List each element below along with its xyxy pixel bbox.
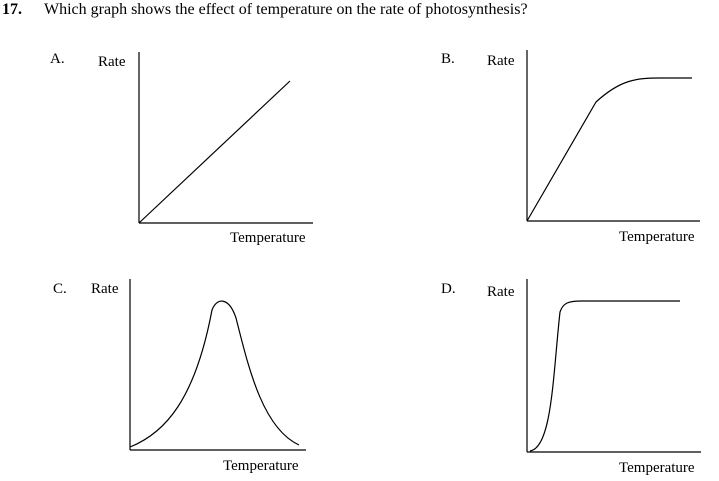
graph-d-ylabel: Rate [487, 284, 515, 300]
graph-c-xlabel: Temperature [223, 458, 299, 474]
graph-d-curve [530, 301, 680, 451]
graph-b-ylabel: Rate [487, 53, 515, 69]
graph-a-xlabel: Temperature [230, 230, 306, 246]
option-c-label: C. [53, 281, 67, 297]
option-b-label: B. [441, 51, 455, 67]
graph-c-ylabel: Rate [91, 281, 119, 297]
graph-d-xlabel: Temperature [619, 460, 695, 476]
question-text: Which graph shows the effect of temperature on the rate of photosynthesis? [44, 1, 528, 18]
graph-a-ylabel: Rate [98, 54, 126, 70]
option-d-label: D. [441, 281, 456, 297]
graph-b-xlabel: Temperature [619, 229, 695, 245]
option-a-label: A. [50, 51, 65, 67]
question-number: 17. [2, 1, 22, 18]
